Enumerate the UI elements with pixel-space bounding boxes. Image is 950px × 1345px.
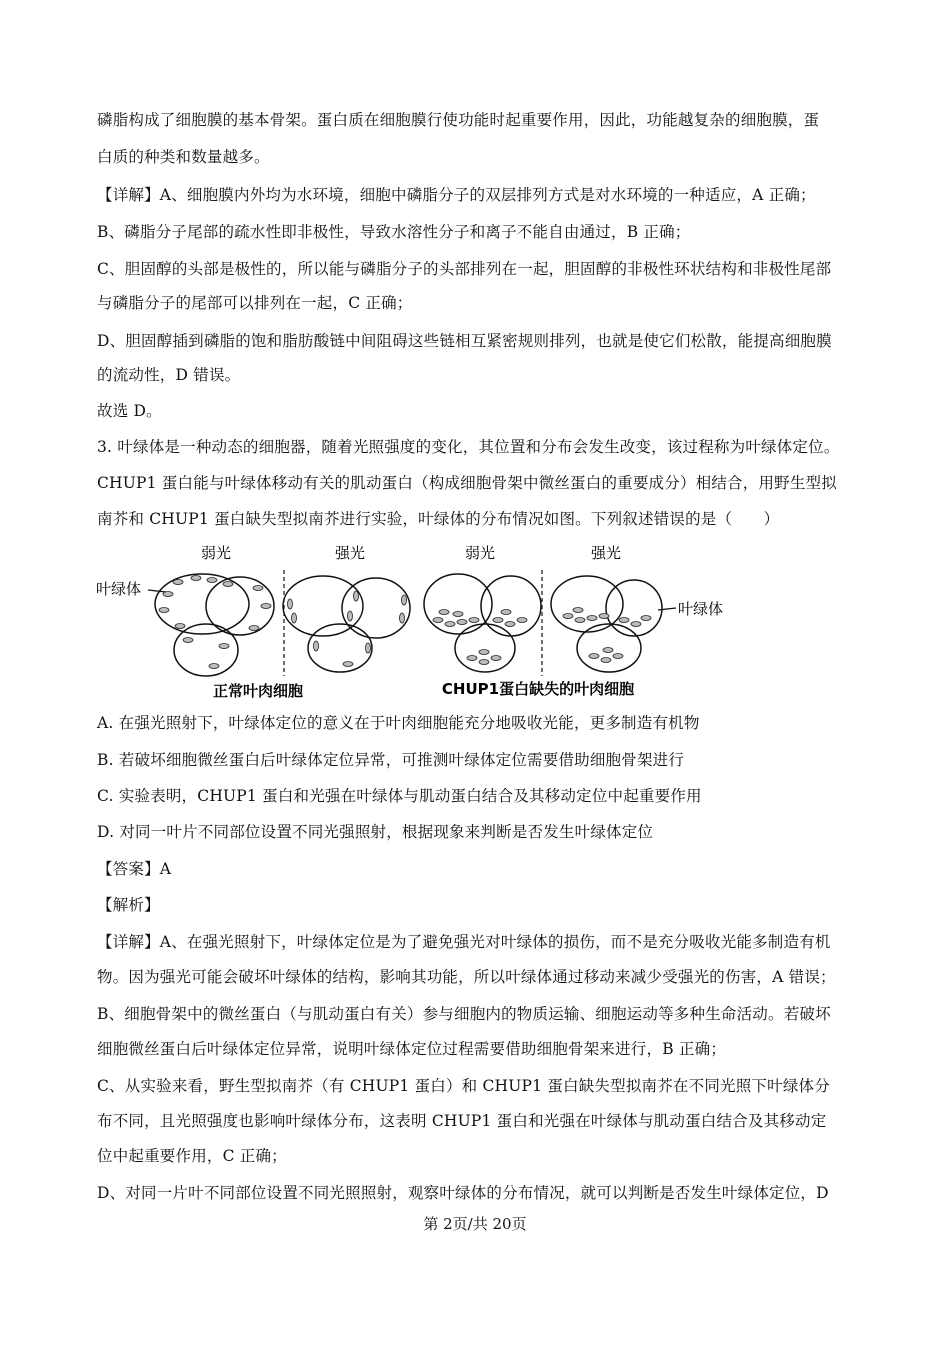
cell <box>606 580 662 636</box>
option-d: D. 对同一叶片不同部位设置不同光强照射，根据现象来判断是否发生叶绿体定位 <box>97 823 654 841</box>
text-line: 细胞微丝蛋白后叶绿体定位异常，说明叶绿体定位过程需要借助细胞骨架来进行，B 正确； <box>97 1040 727 1058</box>
text-line: B、磷脂分子尾部的疏水性即非极性，导致水溶性分子和离子不能自由通过，B 正确； <box>97 223 691 241</box>
option-b: B. 若破坏细胞微丝蛋白后叶绿体定位异常，可推测叶绿体定位需要借助细胞骨架进行 <box>97 751 685 769</box>
text-line: D、胆固醇插到磷脂的饱和脂肪酸链中间阻碍这些链相互紧密规则排列，也就是使它们松散，能提高细胞膜 <box>97 332 832 350</box>
text-line: 故选 D。 <box>97 402 162 420</box>
text-line: 物。因为强光可能会破坏叶绿体的结构，影响其功能，所以叶绿体通过移动来减少受强光的伤害，A 错误； <box>97 968 836 986</box>
text-line: 与磷脂分子的尾部可以排列在一起，C 正确； <box>97 294 413 312</box>
caption-normal: 正常叶肉细胞 <box>212 682 304 700</box>
text-line: CHUP1 蛋白能与叶绿体移动有关的肌动蛋白（构成细胞骨架中微丝蛋白的重要成分）相结合，用野生型拟 <box>97 474 837 492</box>
text-line: 布不同，且光照强度也影响叶绿体分布，这表明 CHUP1 蛋白和光强在叶绿体与肌动蛋白结合及其移动定 <box>97 1112 827 1130</box>
text-line: 的流动性，D 错误。 <box>97 366 241 384</box>
text-line: C、从实验来看，野生型拟南芥（有 CHUP1 蛋白）和 CHUP1 蛋白缺失型拟南芥在不同光照下叶绿体分 <box>97 1077 830 1095</box>
cell <box>342 578 410 638</box>
analysis-heading: 【解析】 <box>97 896 160 914</box>
text-line: D、对同一片叶不同部位设置不同光照照射，观察叶绿体的分布情况，就可以判断是否发生叶绿体定位，D <box>97 1184 829 1202</box>
chloroplast-figure <box>88 536 748 706</box>
option-a: A. 在强光照射下，叶绿体定位的意义在于叶肉细胞能充分地吸收光能，更多制造有机物 <box>97 714 700 732</box>
label-weak-light-1: 弱光 <box>200 544 232 562</box>
text-line: 位中起重要作用，C 正确； <box>97 1147 287 1165</box>
cell <box>481 576 541 636</box>
label-strong-light-2: 强光 <box>590 544 622 562</box>
text-line: B、细胞骨架中的微丝蛋白（与肌动蛋白有关）参与细胞内的物质运输、细胞运动等多种生命活动。若破坏 <box>97 1005 831 1023</box>
text-line: 【详解】A、在强光照射下，叶绿体定位是为了避免强光对叶绿体的损伤，而不是充分吸收光能多制造有机 <box>97 933 831 951</box>
label-chloroplast-right: 叶绿体 <box>678 600 724 618</box>
text-line: 【详解】A、细胞膜内外均为水环境，细胞中磷脂分子的双层排列方式是对水环境的一种适应，A 正确； <box>97 186 816 204</box>
label-strong-light-1: 强光 <box>334 544 366 562</box>
cell <box>174 624 238 676</box>
option-c: C. 实验表明，CHUP1 蛋白和光强在叶绿体与肌动蛋白结合及其移动定位中起重要作用 <box>97 787 702 805</box>
text-line: C、胆固醇的头部是极性的，所以能与磷脂分子的头部排列在一起，胆固醇的非极性环状结构和非极性尾部 <box>97 260 832 278</box>
answer: 【答案】A <box>97 860 172 878</box>
text-line: 白质的种类和数量越多。 <box>97 148 270 166</box>
text-line: 磷脂构成了细胞膜的基本骨架。蛋白质在细胞膜行使功能时起重要作用，因此，功能越复杂的细胞膜，蛋 <box>97 111 820 129</box>
text-line: 南芥和 CHUP1 蛋白缺失型拟南芥进行实验，叶绿体的分布情况如图。下列叙述错误的是（ ） <box>97 510 780 528</box>
cell <box>155 574 249 634</box>
label-weak-light-2: 弱光 <box>464 544 496 562</box>
page-footer: 第 2页/共 20页 <box>423 1215 527 1233</box>
label-chloroplast-left: 叶绿体 <box>96 580 142 598</box>
question-3-stem: 3. 叶绿体是一种动态的细胞器，随着光照强度的变化，其位置和分布会发生改变，该过程称为叶绿体定位。 <box>97 438 840 456</box>
caption-mutant: CHUP1蛋白缺失的叶肉细胞 <box>441 680 635 698</box>
